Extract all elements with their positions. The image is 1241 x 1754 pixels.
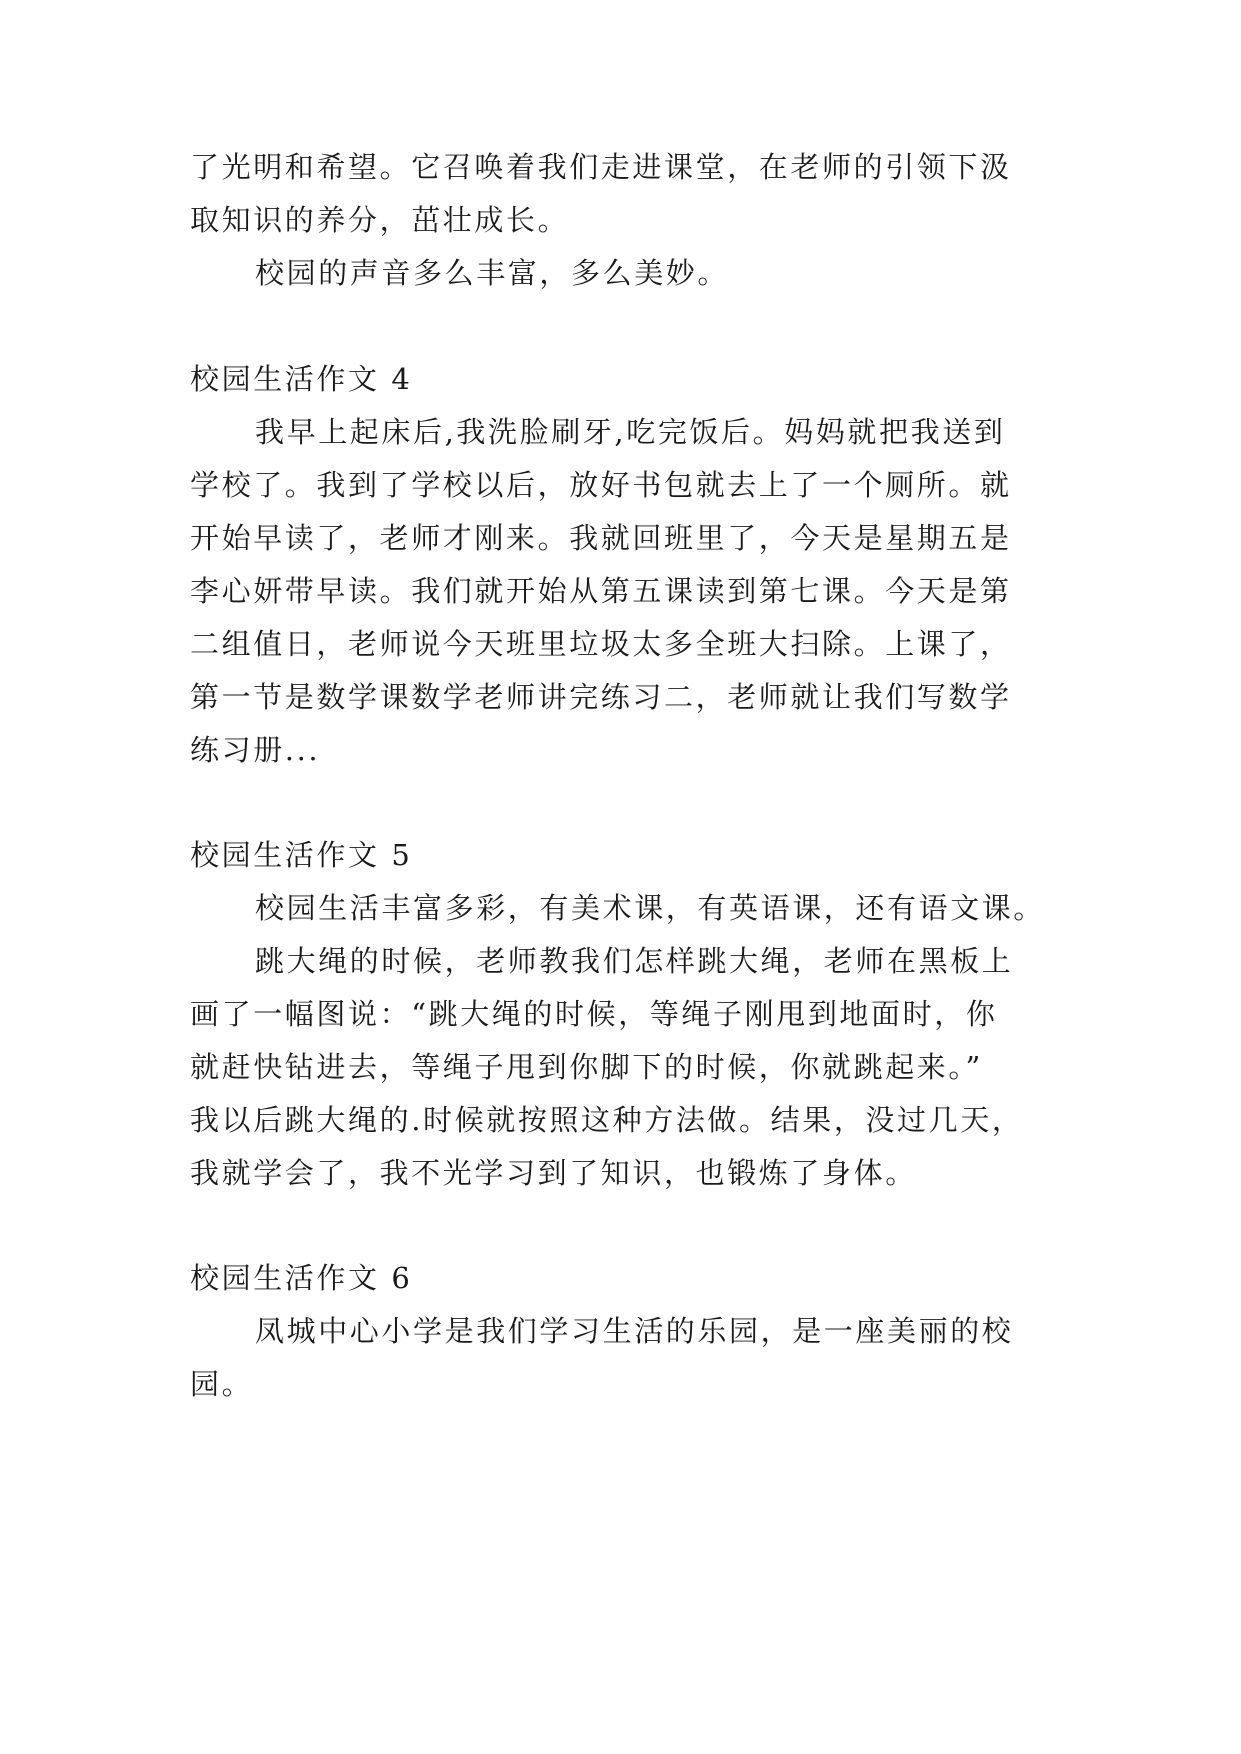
paragraph-line: 跳大绳的时候，老师教我们怎样跳大绳，老师在黑板上: [255, 944, 1014, 978]
paragraph-line: 园。: [190, 1367, 254, 1401]
paragraph-line: 取知识的养分，茁壮成长。: [190, 203, 570, 237]
paragraph-line: 我早上起床后,我洗脸刷牙,吃完饭后。妈妈就把我送到: [255, 415, 1006, 449]
section-heading-6: 校园生活作文 6: [190, 1261, 413, 1295]
paragraph-line: 第一节是数学课数学老师讲完练习二，老师就让我们写数学: [190, 680, 1012, 714]
paragraph-line: 开始早读了，老师才刚来。我就回班里了，今天是星期五是: [190, 521, 1012, 555]
paragraph-line: 我以后跳大绳的.时候就按照这种方法做。结果，没过几天，: [190, 1103, 1024, 1137]
section-heading-4: 校园生活作文 4: [190, 362, 413, 396]
paragraph-line: 校园生活丰富多彩，有美术课，有英语课，还有语文课。: [255, 891, 1046, 925]
paragraph-line: 学校了。我到了学校以后，放好书包就去上了一个厕所。就: [190, 468, 1012, 502]
paragraph-line: 校园的声音多么丰富，多么美妙。: [255, 256, 730, 290]
paragraph-line: 李心妍带早读。我们就开始从第五课读到第七课。今天是第: [190, 574, 1012, 608]
paragraph-line: 就赶快钻进去，等绳子甩到你脚下的时候，你就跳起来。”: [190, 1050, 983, 1084]
paragraph-line: 了光明和希望。它召唤着我们走进课堂，在老师的引领下汲: [190, 150, 1012, 184]
paragraph-line: 我就学会了，我不光学习到了知识，也锻炼了身体。: [190, 1156, 917, 1190]
paragraph-line: 二组值日，老师说今天班里垃圾太多全班大扫除。上课了，: [190, 627, 1012, 661]
section-heading-5: 校园生活作文 5: [190, 838, 413, 872]
paragraph-line: 画了一幅图说：“跳大绳的时候，等绳子刚甩到地面时，你: [190, 997, 998, 1031]
paragraph-line: 练习册...: [190, 733, 321, 767]
paragraph-line: 凤城中心小学是我们学习生活的乐园，是一座美丽的校: [255, 1314, 1014, 1348]
